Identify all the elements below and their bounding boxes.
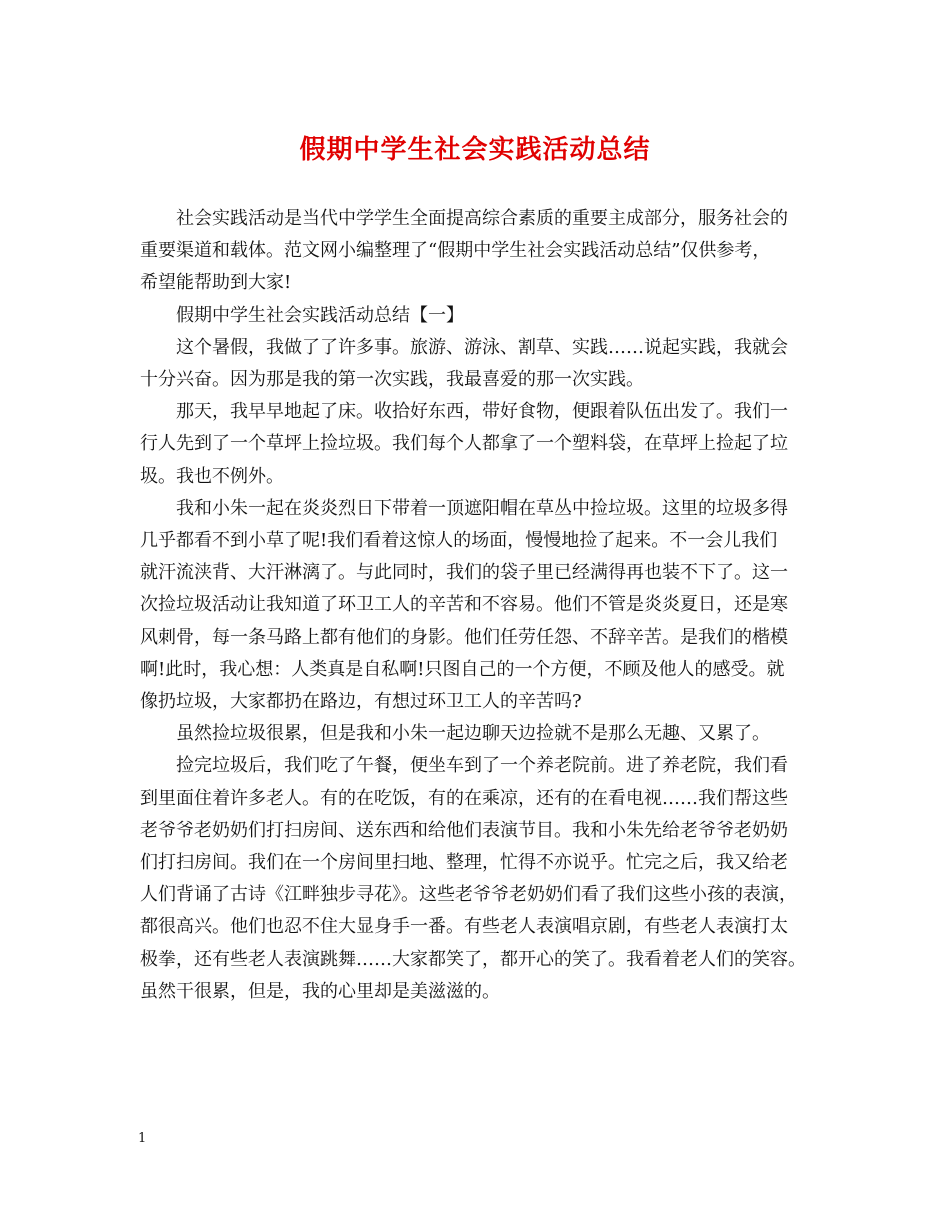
page-number: 1 <box>138 1131 147 1146</box>
paragraph-line: 假期中学生社会实践活动总结【一】 <box>176 304 464 326</box>
paragraph-line: 风刺骨，每一条马路上都有他们的身影。他们任劳任怨、不辞辛苦。是我们的楷模 <box>140 626 788 648</box>
document-body <box>140 203 815 1008</box>
paragraph <box>140 493 815 718</box>
paragraph-line: 人们背诵了古诗《江畔独步寻花》。这些老爷爷老奶奶们看了我们这些小孩的表演， <box>140 884 797 906</box>
paragraph-line: 次捡垃圾活动让我知道了环卫工人的辛苦和不容易。他们不管是炎炎夏日，还是寒 <box>140 594 788 616</box>
paragraph <box>140 750 815 1008</box>
paragraph <box>140 718 815 750</box>
paragraph-line: 啊!此时，我心想：人类真是自私啊!只图自己的一个方便，不顾及他人的感受。就 <box>140 658 785 680</box>
paragraph <box>140 396 815 493</box>
paragraph-line: 极拳，还有些老人表演跳舞……大家都笑了，都开心的笑了。我看着老人们的笑容。 <box>140 948 806 970</box>
paragraph-line: 虽然捡垃圾很累，但是我和小朱一起边聊天边捡就不是那么无趣、又累了。 <box>176 723 770 745</box>
paragraph-line: 像扔垃圾，大家都扔在路边，有想过环卫工人的辛苦吗? <box>140 691 582 713</box>
paragraph-line: 十分兴奋。因为那是我的第一次实践，我最喜爱的那一次实践。 <box>140 369 644 391</box>
paragraph <box>140 300 815 332</box>
paragraph-line: 都很高兴。他们也忍不住大显身手一番。有些老人表演唱京剧，有些老人表演打太 <box>140 916 788 938</box>
paragraph-line: 几乎都看不到小草了呢!我们看着这惊人的场面，慢慢地捡了起来。不一会儿我们 <box>140 530 778 552</box>
paragraph <box>140 332 815 396</box>
paragraph-line: 圾。我也不例外。 <box>140 465 284 487</box>
paragraph-line: 这个暑假，我做了了许多事。旅游、游泳、割草、实践……说起实践，我就会 <box>176 336 788 358</box>
paragraph <box>140 203 815 300</box>
paragraph-line: 我和小朱一起在炎炎烈日下带着一顶遮阳帽在草丛中捡垃圾。这里的垃圾多得 <box>176 497 788 519</box>
paragraph-line: 重要渠道和载体。范文网小编整理了“假期中学生社会实践活动总结”仅供参考， <box>140 240 771 262</box>
paragraph-line: 那天，我早早地起了床。收拾好东西，带好食物，便跟着队伍出发了。我们一 <box>176 401 788 423</box>
paragraph-line: 虽然干很累，但是，我的心里却是美滋滋的。 <box>140 980 500 1002</box>
paragraph-line: 行人先到了一个草坪上捡垃圾。我们每个人都拿了一个塑料袋，在草坪上捡起了垃 <box>140 433 788 455</box>
paragraph-line: 到里面住着许多老人。有的在吃饭，有的在乘凉，还有的在看电视……我们帮这些 <box>140 787 788 809</box>
paragraph-line: 希望能帮助到大家! <box>140 272 292 294</box>
document-title: 假期中学生社会实践活动总结 <box>299 135 651 165</box>
paragraph-line: 们打扫房间。我们在一个房间里扫地、整理，忙得不亦说乎。忙完之后，我又给老 <box>140 852 788 874</box>
paragraph-line: 社会实践活动是当代中学学生全面提高综合素质的重要主成部分，服务社会的 <box>176 208 788 229</box>
paragraph-line: 捡完垃圾后，我们吃了午餐，便坐车到了一个养老院前。进了养老院，我们看 <box>176 755 788 777</box>
paragraph-line: 就汗流浃背、大汗淋漓了。与此同时，我们的袋子里已经满得再也装不下了。这一 <box>140 562 788 584</box>
paragraph-line: 老爷爷老奶奶们打扫房间、送东西和给他们表演节目。我和小朱先给老爷爷老奶奶 <box>140 819 788 841</box>
